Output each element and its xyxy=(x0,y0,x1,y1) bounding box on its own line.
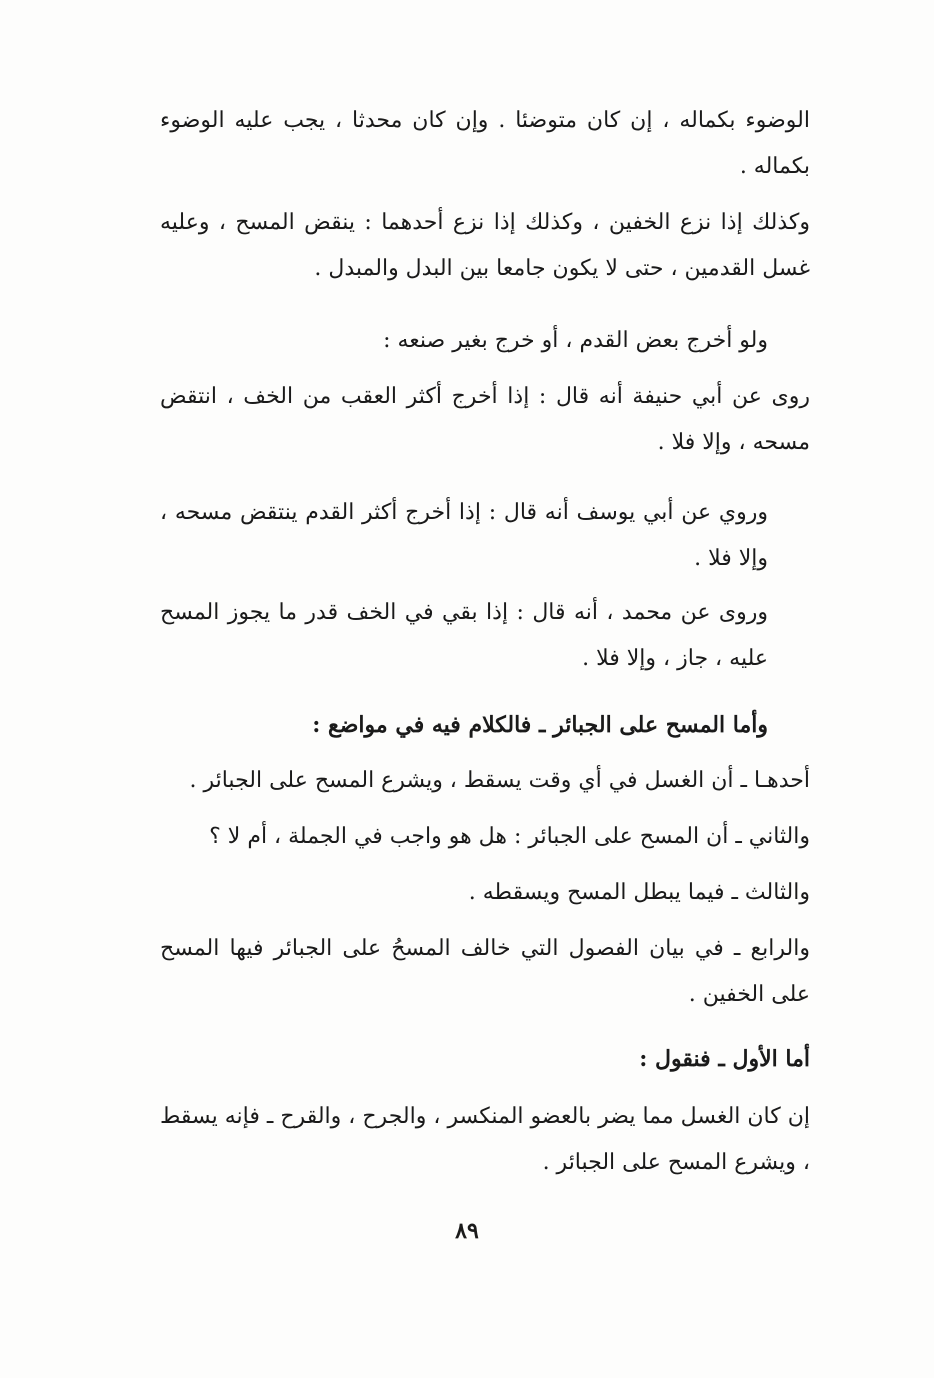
paragraph-1: الوضوء بكماله ، إن كان متوضئا . وإن كان محدثا ، يجب عليه الوضوء بكماله . xyxy=(160,108,810,179)
paragraph-2: وكذلك إذا نزع الخفين ، وكذلك إذا نزع أحدهما : ينقض المسح ، وعليه غسل القدمين ، حتى لا يكون جامعا بين البدل والمبدل . xyxy=(160,210,810,281)
paragraph-4: روى عن أبي حنيفة أنه قال : إذا أخرج أكثر العقب من الخف ، انتقض مسحه ، وإلا فلا . xyxy=(160,384,810,455)
paragraph-3: ولو أخرج بعض القدم ، أو خرج بغير صنعه : xyxy=(383,328,768,353)
section-heading: وأما المسح على الجبائر ـ فالكلام فيه في مواضع : xyxy=(312,712,768,738)
paragraph-third-point: والثالث ـ فيما يبطل المسح ويسقطه . xyxy=(468,880,810,905)
paragraph-fourth-point: والرابع ـ في بيان الفصول التي خالف المسحُ على الجبائر فيها المسح على الخفين . xyxy=(160,936,810,1007)
paragraph-first-point: أحدهـا ـ أن الغسل في أي وقت يسقط ، ويشرع المسح على الجبائر . xyxy=(189,768,810,793)
paragraph-5: وروي عن أبي يوسف أنه قال : إذا أخرج أكثر القدم ينتقض مسحه ، وإلا فلا . xyxy=(160,500,768,571)
paragraph-6: وروى عن محمد ، أنه قال : إذا بقي في الخف قدر ما يجوز المسح عليه ، جاز ، وإلا فلا . xyxy=(160,600,768,671)
text-body xyxy=(160,98,810,1186)
paragraph-second-point: والثاني ـ أن المسح على الجبائر : هل هو واجب في الجملة ، أم لا ؟ xyxy=(209,824,810,849)
paragraph-last: إن كان الغسل مما يضر بالعضو المنكسر ، والجرح ، والقرح ـ فإنه يسقط ، ويشرع المسح على الجبائر . xyxy=(160,1104,810,1175)
subsection-heading: أما الأول ـ فنقول : xyxy=(639,1046,810,1072)
page-number: ٨٩ xyxy=(455,1218,479,1244)
